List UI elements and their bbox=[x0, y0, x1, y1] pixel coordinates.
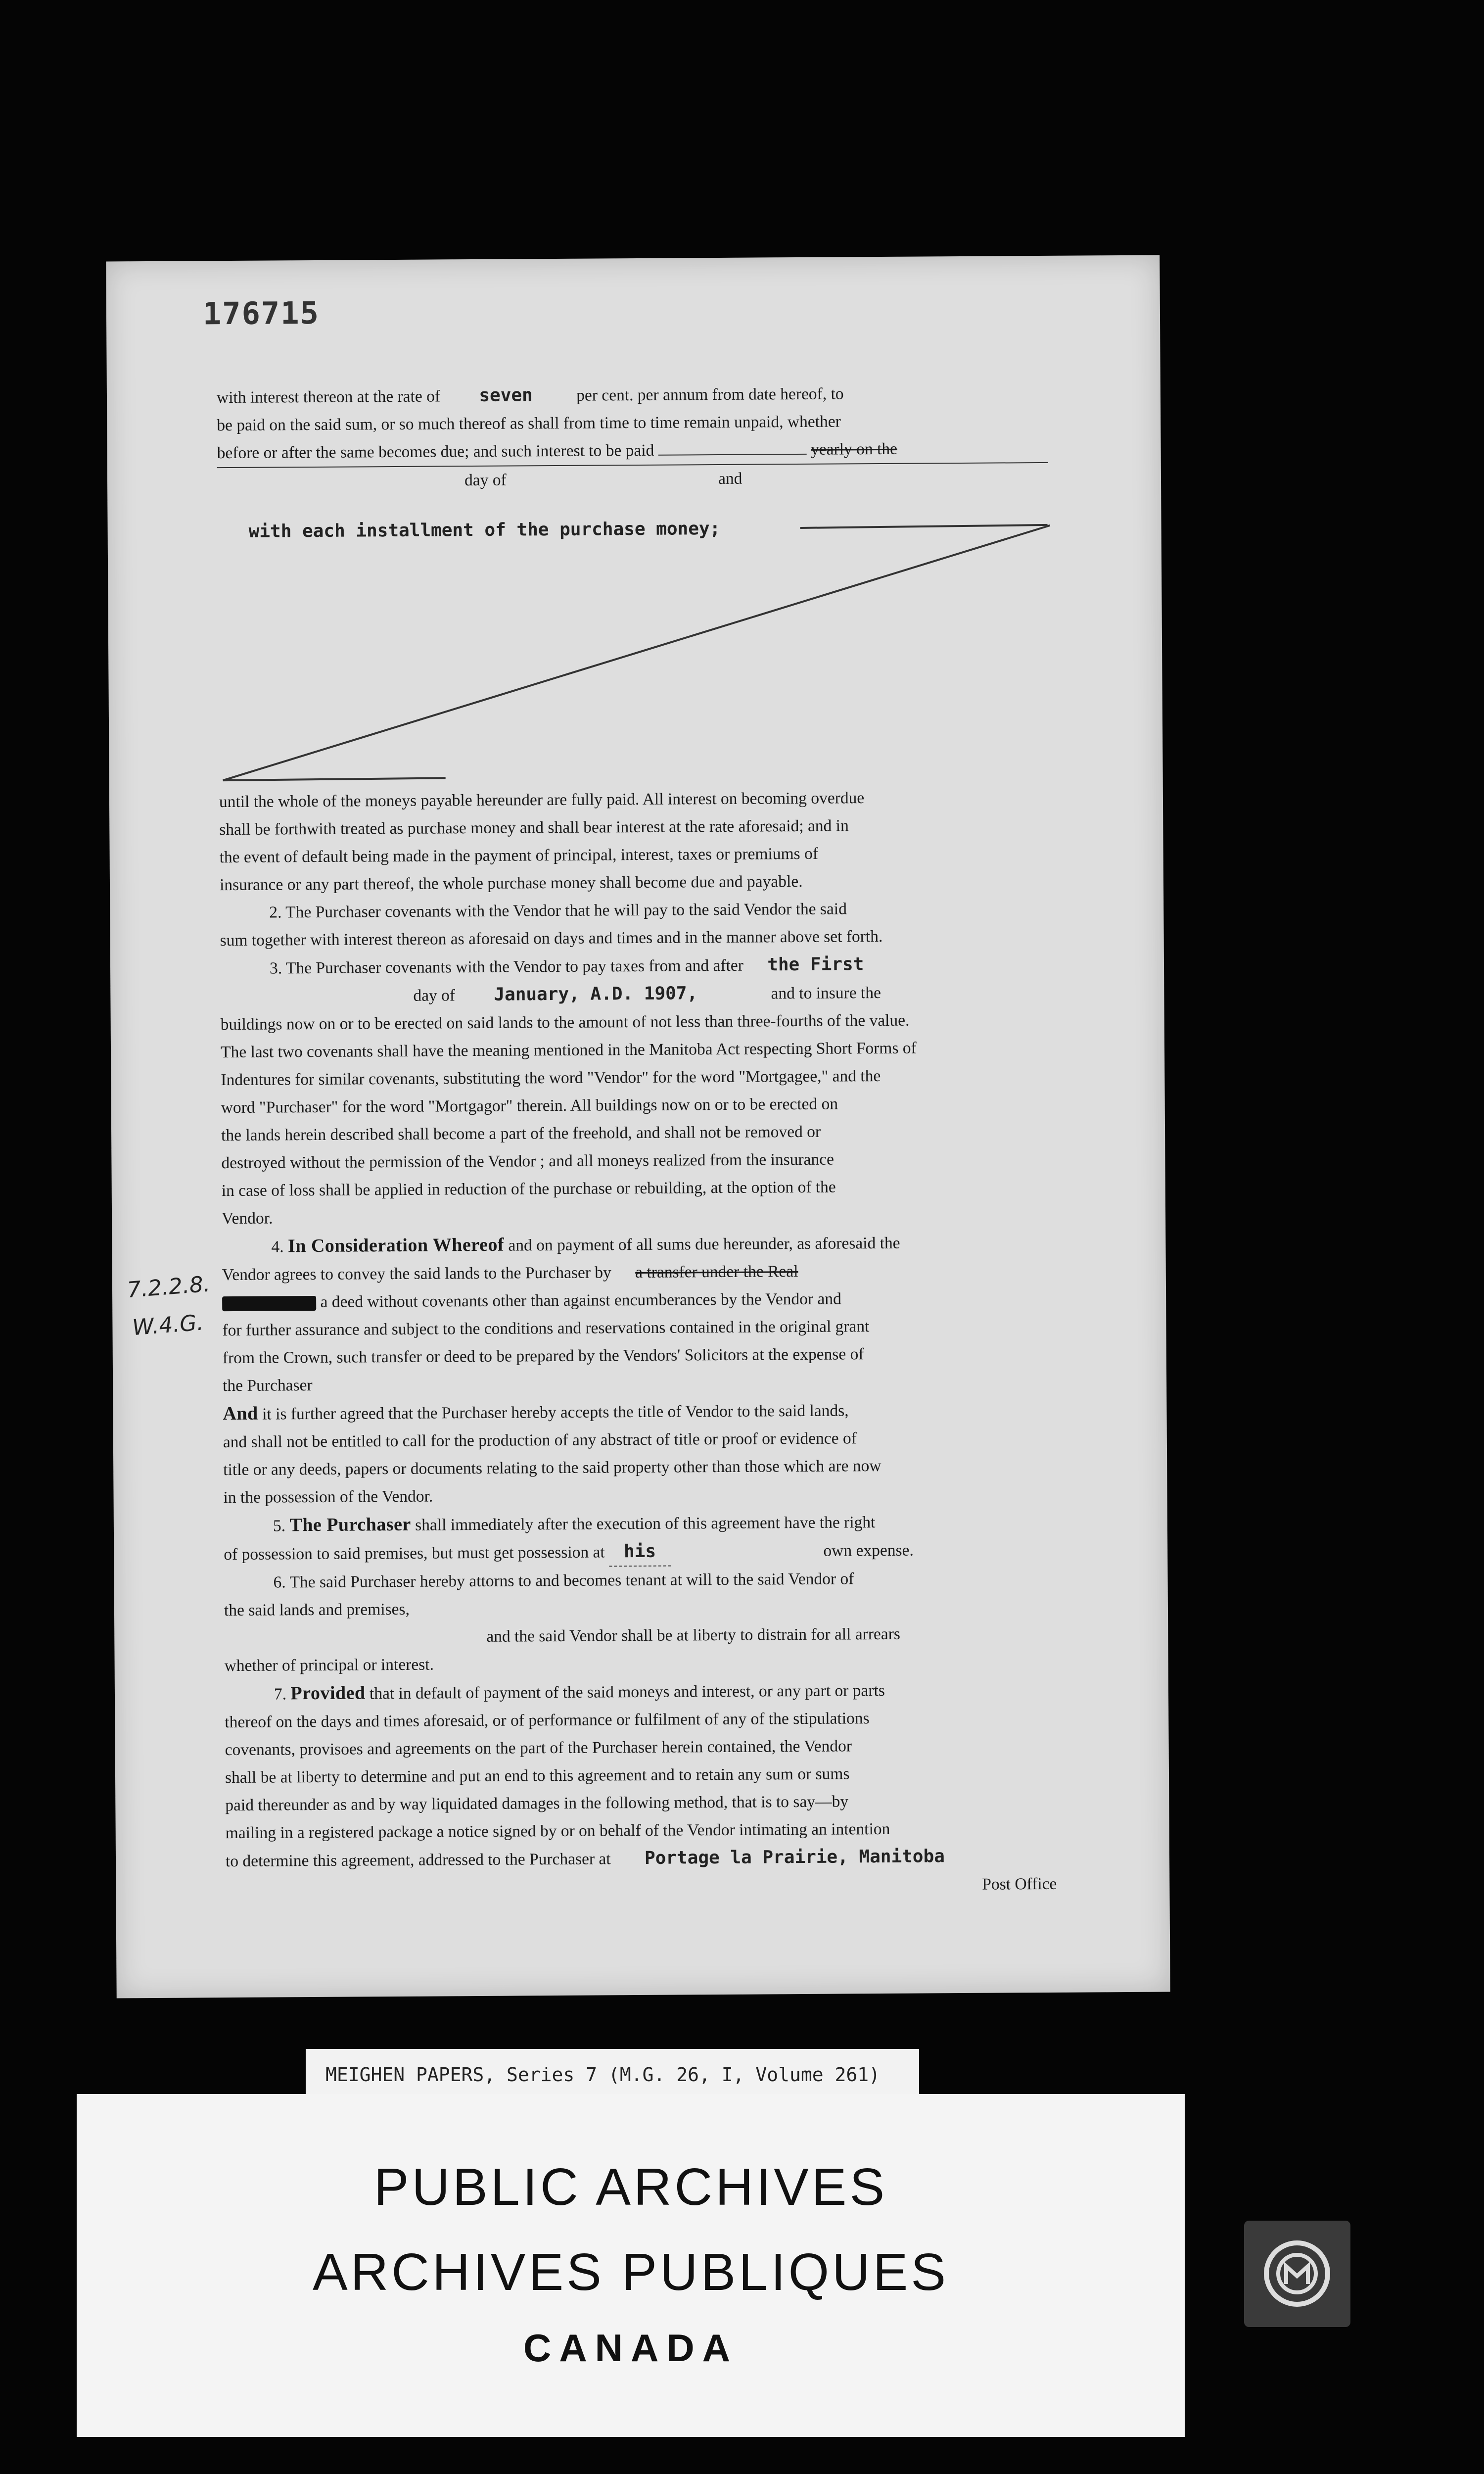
para1-top: with interest thereon at the rate of seven per cent. per annum from date hereof, to be paid on the said sum, or so much thereof as shall from time to time remain unpaid, whether before or after the same becomes due; and such interest to be paid yearly on the day of and bbox=[217, 379, 1048, 496]
document-page bbox=[106, 255, 1170, 1998]
para2: 2. The Purchaser covenants with the Vendor that he will pay to the said Vendor the said bbox=[269, 900, 847, 922]
typed-installment: with each installment of the purchase money; bbox=[248, 518, 721, 542]
para6: 6. The said Purchaser hereby attorns to and becomes tenant at will to the said Vendor of bbox=[273, 1570, 854, 1592]
para4: 4. In Consideration Whereof and on payment of all sums due hereunder, as aforesaid the bbox=[271, 1234, 900, 1257]
redaction-mark bbox=[222, 1296, 316, 1311]
archive-reference-strip: MEIGHEN PAPERS, Series 7 (M.G. 26, I, Volume 261) bbox=[306, 2049, 919, 2095]
margin-note-1: 7.2.2.8. bbox=[126, 1271, 211, 1303]
cancel-line-mark bbox=[106, 255, 1163, 856]
para7: 7. Provided that in default of payment of the said moneys and interest, or any part or parts bbox=[274, 1681, 885, 1704]
struck-text: yearly on the bbox=[810, 439, 898, 459]
page-number: 176715 bbox=[202, 294, 320, 332]
archives-line-french: ARCHIVES PUBLIQUES bbox=[312, 2243, 949, 2301]
para5: 5. The Purchaser shall immediately after the execution of this agreement have the right bbox=[273, 1513, 876, 1536]
para3: 3. The Purchaser covenants with the Vendor to pay taxes from and after the First bbox=[269, 954, 864, 978]
para1-bottom: until the whole of the moneys payable hereunder are fully paid. All interest on becoming overdue shall be forthwith treated as purchase money and shall bear interest at the rate aforesaid; and in the event of default being made in the payment of principal, interest, taxes or premiums of insurance or any part thereof, the whole purchase money shall become due and payable. 2. The Purchaser covenants with the Vendor that he will pay to the said Vendor the said sum together with interest thereon as aforesaid on days and times and in the manner above set forth. 3. The Purchaser covenants with the Vendor to pay taxes from and after the First day of January, A.D. 1907, and to insure the buildings now on or to be erected on said lands to the amount of not less than three-fourths of the value. The last two covenants shall have the meaning mentioned in the Manitoba Act respecting Short Forms of Indentures for similar covenants, substituting the word "Vendor" for the word "Mortgagee," and the word "Purchaser" for the word "Mortgagor" therein. All buildings now on or to be erected on the lands herein described shall become a part of the freehold, and shall not be removed or destroyed without the permission of the Vendor ; and all moneys realized from the insurance in case of loss shall be applied in reduction of the purchase or rebuilding, at the option of the Vendor. 4. In Consideration Whereof and on payment of all sums due hereunder, as aforesaid the Vendor agrees to convey the said lands to the Purchaser by a transfer under the Real a deed without covenants other than against encumberances by the Vendor and for further assurance and subject to the conditions and reservations contained in the original grant from the Crown, such transfer or deed to be prepared by the Vendors' Solicitors at the expense of the Purchaser And it is further agreed that the Purchaser hereby accepts the title of Vendor to the said lands, and shall not be entitled to call for the production of any abstract of title or proof or evidence of title or any deeds, papers or documents relating to the said property other than those which are now in the possession of the Vendor. 5. The Purchaser shall immediately after the execution of this agreement have the right of possession to said premises, but must get possession at his own expense. 6. The said Purchaser hereby attorns to and becomes tenant at will to the said Vendor of the said lands and premises, and the said Vendor shall be at liberty to distrain for all arrears whether of principal or interest. 7. Provided that in default of payment of the said moneys and interest, or any part or parts thereof on the days and times aforesaid, or of performance or fulfilment of any of the stipulations covenants, provisoes and agreements on the part of the Purchaser herein contained, the Vendor shall be at liberty to determine and put an end to this agreement and to retain any sum or sums paid thereunder as and by way liquidated damages in the following method, that is to say—by mailing in a registered package a notice signed by or on behalf of the Vendor intimating an intention to determine this agreement, addressed to the Purchaser at Portage la Prairie, Manitoba Post Office bbox=[219, 789, 1057, 1894]
archives-line-english: PUBLIC ARCHIVES bbox=[373, 2158, 888, 2216]
archives-card bbox=[77, 2094, 1185, 2437]
archives-line-country: CANADA bbox=[523, 2326, 738, 2370]
margin-note-2: W.4.G. bbox=[131, 1310, 205, 1341]
typed-rate: seven bbox=[479, 385, 533, 406]
archives-logo-icon bbox=[1244, 2221, 1350, 2327]
